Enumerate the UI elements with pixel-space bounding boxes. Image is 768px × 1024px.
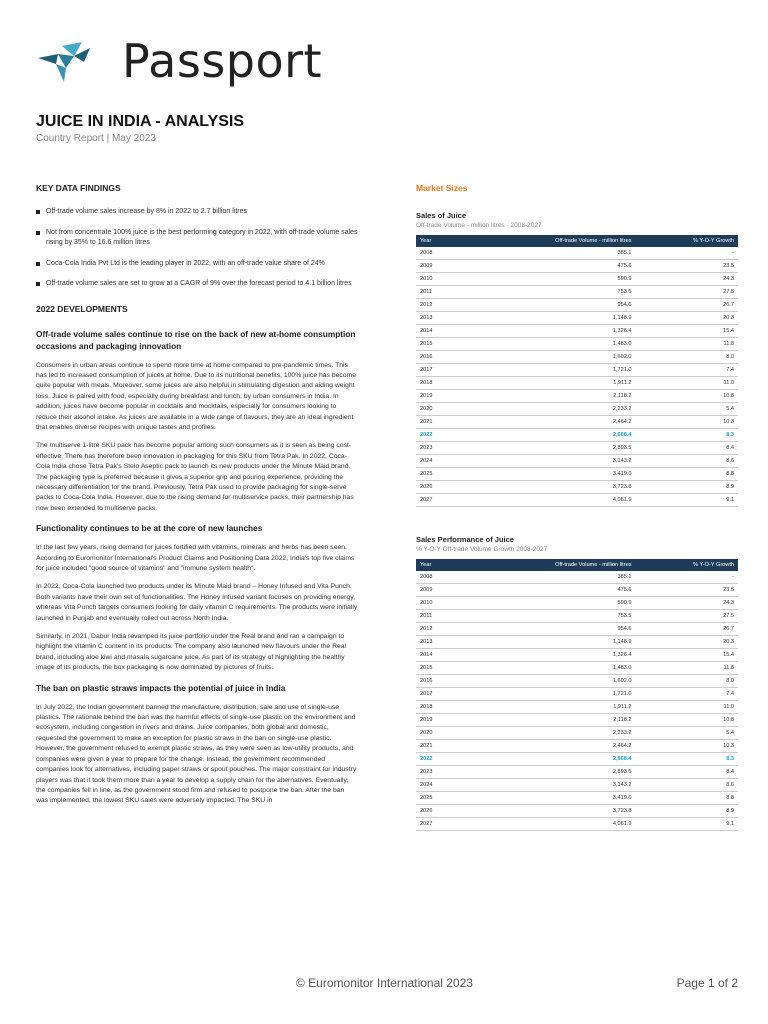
- key-findings-list: [36, 207, 358, 290]
- table-subtitle: % Y-O-Y Off-trade Volume Growth 2008-2027: [416, 546, 548, 553]
- table-cell: 24.3: [636, 597, 738, 610]
- table-row: [416, 429, 738, 442]
- table-cell: 2008: [416, 571, 459, 584]
- table-cell: 3,419.0: [459, 792, 636, 805]
- table-row: [416, 597, 738, 610]
- table-cell: 1,483.0: [459, 662, 636, 675]
- table-cell: 2013: [416, 636, 459, 649]
- table-cell: 1,911.2: [459, 701, 636, 714]
- table-row: [416, 675, 738, 688]
- table-cell: 2019: [416, 390, 459, 403]
- table-cell: 8.4: [636, 442, 738, 455]
- table-cell: 2,668.4: [459, 429, 636, 442]
- table-cell: 8.8: [636, 792, 738, 805]
- table-cell: 23.5: [636, 584, 738, 597]
- table-cell: 2020: [416, 727, 459, 740]
- table-row: [416, 805, 738, 818]
- table-row: [416, 299, 738, 312]
- table-row: [416, 818, 738, 831]
- table-row: [416, 779, 738, 792]
- table-row: [416, 442, 738, 455]
- table-cell: 27.5: [636, 286, 738, 299]
- table-cell: 15.4: [636, 325, 738, 338]
- table-cell: 2011: [416, 610, 459, 623]
- table-cell: 2017: [416, 364, 459, 377]
- logo-text: Passport: [122, 34, 323, 88]
- finding-bullet: Off-trade volume sales are set to grow at a CAGR of 9% over the forecast period to 4.1 billion litres: [36, 279, 358, 290]
- table-cell: 4,061.9: [459, 818, 636, 831]
- column-header: Year: [416, 559, 459, 571]
- table-cell: 3,723.8: [459, 481, 636, 494]
- table-cell: 1,483.0: [459, 338, 636, 351]
- table-cell: 2021: [416, 740, 459, 753]
- table-cell: 2008: [416, 247, 459, 260]
- table-cell: 1,148.9: [459, 312, 636, 325]
- table-cell: 2024: [416, 455, 459, 468]
- table-cell: 590.9: [459, 597, 636, 610]
- market-sizes-heading: Market Sizes: [416, 183, 468, 193]
- sales-of-juice-table: [416, 235, 738, 507]
- table-cell: 2026: [416, 805, 459, 818]
- table-cell: 10.3: [636, 740, 738, 753]
- sales-performance-table: [416, 559, 738, 831]
- table-cell: 26.7: [636, 299, 738, 312]
- table-cell: 8.3: [636, 753, 738, 766]
- table-cell: 2009: [416, 584, 459, 597]
- table-cell: 590.9: [459, 273, 636, 286]
- table-cell: 1,911.2: [459, 377, 636, 390]
- table-cell: 2025: [416, 468, 459, 481]
- table-cell: 1,326.4: [459, 649, 636, 662]
- table-cell: 5.4: [636, 403, 738, 416]
- table-row: [416, 727, 738, 740]
- table-cell: 2018: [416, 701, 459, 714]
- column-header: Year: [416, 235, 459, 247]
- table-cell: 2021: [416, 416, 459, 429]
- table-cell: 2013: [416, 312, 459, 325]
- table-cell: -: [636, 247, 738, 260]
- table-cell: 2010: [416, 273, 459, 286]
- table-row: [416, 377, 738, 390]
- table-row: [416, 325, 738, 338]
- table-cell: 2026: [416, 481, 459, 494]
- table-cell: 11.8: [636, 662, 738, 675]
- table-cell: 2027: [416, 494, 459, 507]
- table-row: [416, 714, 738, 727]
- key-findings-heading: KEY DATA FINDINGS: [36, 183, 121, 193]
- table-cell: 475.6: [459, 260, 636, 273]
- table-row: [416, 338, 738, 351]
- table-cell: 1,148.9: [459, 636, 636, 649]
- passport-logo: [34, 34, 323, 92]
- table-cell: 7.4: [636, 364, 738, 377]
- table-row: [416, 571, 738, 584]
- table-cell: 10.8: [636, 714, 738, 727]
- table-cell: 2015: [416, 338, 459, 351]
- table-cell: 2011: [416, 286, 459, 299]
- table-cell: 2018: [416, 377, 459, 390]
- table-row: [416, 351, 738, 364]
- table-row: [416, 701, 738, 714]
- developments-heading: 2022 DEVELOPMENTS: [36, 303, 128, 314]
- column-header: Off-trade Volume - million litres: [459, 235, 636, 247]
- table-cell: 11.0: [636, 701, 738, 714]
- passport-logo-icon: [34, 42, 112, 82]
- table-cell: 9.1: [636, 494, 738, 507]
- table-cell: 3,419.0: [459, 468, 636, 481]
- table-row: [416, 610, 738, 623]
- table-row: [416, 623, 738, 636]
- table-cell: 2012: [416, 623, 459, 636]
- table-cell: 2023: [416, 442, 459, 455]
- table-cell: 1,602.0: [459, 675, 636, 688]
- footer-page-number: Page 1 of 2: [676, 976, 738, 990]
- table-cell: 26.7: [636, 623, 738, 636]
- table-cell: 2,893.5: [459, 766, 636, 779]
- table-cell: 8.0: [636, 351, 738, 364]
- table-cell: 3,143.2: [459, 779, 636, 792]
- table-cell: 2,118.2: [459, 714, 636, 727]
- paragraph: Similarly, in 2021, Dabur India revamped its juice portfolio under the Real brand and ran a campaign to highlight the vitamin C content in its products. The company also launched new flavours under the Real brand, including aloe kiwi and masala sugarcane juice. As part of its strategy of highlighting the healthy image of its products, the box packaging is now dominated by pictures of fruits.: [36, 633, 347, 672]
- table-cell: 753.5: [459, 610, 636, 623]
- table-row: [416, 468, 738, 481]
- table-cell: 2,893.5: [459, 442, 636, 455]
- table-cell: 1,721.0: [459, 688, 636, 701]
- table-cell: 2017: [416, 688, 459, 701]
- table-cell: 2009: [416, 260, 459, 273]
- page-title: JUICE IN INDIA - ANALYSIS: [36, 113, 245, 130]
- table-cell: 475.6: [459, 584, 636, 597]
- table-row: [416, 494, 738, 507]
- table-cell: 2,464.2: [459, 740, 636, 753]
- table-row: [416, 662, 738, 675]
- column-header: % Y-O-Y Growth: [636, 235, 738, 247]
- paragraph: In 2022, Coca-Cola launched two products under its Minute Maid brand – Honey Infused and Vita Punch. Both variants have their own set of functionalities. The Honey Infused variant focuses on providing energy, whereas Vita Punch targets consumers looking for daily vitamin C requirements. The products were initially launched in Punjab and eventually rolled out across North India.: [36, 583, 358, 622]
- table-row: [416, 312, 738, 325]
- table-cell: 2027: [416, 818, 459, 831]
- table-cell: 3,723.8: [459, 805, 636, 818]
- table-cell: 2016: [416, 351, 459, 364]
- left-column: [36, 183, 358, 815]
- table-cell: 2023: [416, 766, 459, 779]
- table-cell: 954.6: [459, 623, 636, 636]
- table-cell: 15.4: [636, 649, 738, 662]
- finding-bullet: Coca-Cola India Pvt Ltd is the leading player in 2022, with an off-trade value share of 24%: [36, 259, 358, 270]
- table-cell: 1,326.4: [459, 325, 636, 338]
- table-cell: 2015: [416, 662, 459, 675]
- table-cell: 5.4: [636, 727, 738, 740]
- table-cell: 2014: [416, 649, 459, 662]
- table-row: [416, 688, 738, 701]
- table-title: Sales of Juice: [416, 211, 467, 220]
- table-cell: 2022: [416, 429, 459, 442]
- table-cell: 4,061.9: [459, 494, 636, 507]
- table-row: [416, 481, 738, 494]
- section-title: The ban on plastic straws impacts the potential of juice in India: [36, 682, 286, 693]
- table-cell: 2020: [416, 403, 459, 416]
- table-cell: 24.3: [636, 273, 738, 286]
- table-cell: 20.3: [636, 312, 738, 325]
- table-cell: 8.9: [636, 481, 738, 494]
- table-cell: 23.5: [636, 260, 738, 273]
- table-row: [416, 766, 738, 779]
- table-cell: 2014: [416, 325, 459, 338]
- table-cell: 2024: [416, 779, 459, 792]
- column-header: Off-trade Volume - million litres: [459, 559, 636, 571]
- footer-copyright: © Euromonitor International 2023: [296, 976, 473, 990]
- table-row: [416, 247, 738, 260]
- table-title: Sales Performance of Juice: [416, 535, 514, 544]
- table-row: [416, 286, 738, 299]
- right-column: [416, 183, 738, 831]
- table-cell: 1,602.0: [459, 351, 636, 364]
- table-row: [416, 753, 738, 766]
- table-cell: 11.8: [636, 338, 738, 351]
- table-cell: 8.6: [636, 779, 738, 792]
- table-row: [416, 455, 738, 468]
- table-cell: 20.3: [636, 636, 738, 649]
- table-subtitle: Off-trade Volume - million litres - 2008-2027: [416, 222, 542, 229]
- table-cell: 385.1: [459, 247, 636, 260]
- table-cell: 27.5: [636, 610, 738, 623]
- table-cell: 10.8: [636, 390, 738, 403]
- paragraph: In the last few years, rising demand for juices fortified with vitamins, minerals and herbs has been seen. According to Euromonitor International's Product Claims and Positioning Data 2022, India's top five claims for juice included "good source of vitamins" and "immune system health".: [36, 544, 355, 572]
- table-cell: -: [636, 571, 738, 584]
- paragraph: Consumers in urban areas continue to spend more time at home compared to pre-pandemic times. This has led to increased consumption of juices at home. Due to its nutritional benefits, 100% juice has become quite popular with meals. Moreover, some juices are also helpful in stimulating digestion and aiding weight loss. Juice is paired with food, especially during breakfast and lunch, by urban consumers in India. In addition, juices have become popular in cocktails and mocktails, especially for consumers looking to reduce their alcohol intake. As juices are available in a wide range of flavours, they are an ideal ingredient that enables diverse recipes with unique tastes and profiles.: [36, 361, 357, 431]
- table-cell: 8.6: [636, 455, 738, 468]
- table-cell: 8.4: [636, 766, 738, 779]
- table-cell: 9.1: [636, 818, 738, 831]
- section-title: Functionality continues to be at the core of new launches: [36, 523, 263, 534]
- table-cell: 8.9: [636, 805, 738, 818]
- table-cell: 2025: [416, 792, 459, 805]
- table-row: [416, 260, 738, 273]
- table-cell: 2,233.2: [459, 727, 636, 740]
- table-row: [416, 416, 738, 429]
- table-cell: 11.0: [636, 377, 738, 390]
- table-cell: 385.1: [459, 571, 636, 584]
- table-cell: 2,668.4: [459, 753, 636, 766]
- table-row: [416, 584, 738, 597]
- table-row: [416, 364, 738, 377]
- paragraph: In July 2022, the Indian government banned the manufacture, distribution, sale and use of single-use plastics. The rationale behind the ban was the harmful effects of single-use plastic on the environment and ecosystem, including congestion in rivers and drains. Juice companies, both global and domestic, requested the government to make an exception for plastic straws in the ban on single-use plastic. However, the government refused to exempt plastic straws, as they were seen as low-utility products, and companies were given a year to prepare for the change. Instead, the government recommended companies look for alternatives, including paper straws or spout pouches. The major constraint for industry players was that it took them more than a year to develop a supply chain for the alternatives. Eventually, the companies fell in line, as the government stood firm and refused to postpone the ban. After the ban was implemented, the lowest SKU sales were adversely impacted. The SKU in: [36, 703, 357, 805]
- table-cell: 10.3: [636, 416, 738, 429]
- table-cell: 8.3: [636, 429, 738, 442]
- table-row: [416, 273, 738, 286]
- page-subtitle: Country Report | May 2023: [36, 133, 156, 144]
- table-cell: 2016: [416, 675, 459, 688]
- paragraph: The multiserve 1-litre SKU pack has become popular among such consumers as it is seen as being cost-effective. There has therefore been innovation in packaging for this SKU from Tetra Pak. In 2022, Coca-Cola India chose Tetra Pak's Stelo Aseptic pack to launch its new products under the Minute Maid brand. The packaging type is preferred because it gives a superior grip and pouring experience, providing the necessary differentiation for the brand. Previously, Tetra Pak used to provide packaging for single-serve packs to Coca-Cola India. However, due to the rising demand for multiservice packs, their partnership has now been extended to multiserve packs.: [36, 442, 354, 512]
- table-cell: 2022: [416, 753, 459, 766]
- table-row: [416, 792, 738, 805]
- table-row: [416, 390, 738, 403]
- table-cell: 7.4: [636, 688, 738, 701]
- finding-bullet: Not from concentrate 100% juice is the best performing category in 2022, with off-trade volume sales rising by 35% to 16.6 million litres: [36, 228, 358, 249]
- table-cell: 2,233.2: [459, 403, 636, 416]
- table-row: [416, 636, 738, 649]
- section-title: Off-trade volume sales continue to rise on the back of new at-home consumption occasions and packaging innovation: [36, 328, 356, 351]
- table-cell: 2012: [416, 299, 459, 312]
- table-cell: 8.0: [636, 675, 738, 688]
- table-cell: 954.6: [459, 299, 636, 312]
- table-row: [416, 740, 738, 753]
- column-header: % Y-O-Y Growth: [636, 559, 738, 571]
- table-cell: 2,464.2: [459, 416, 636, 429]
- table-cell: 8.8: [636, 468, 738, 481]
- table-cell: 2010: [416, 597, 459, 610]
- table-cell: 3,143.2: [459, 455, 636, 468]
- table-cell: 2019: [416, 714, 459, 727]
- table-cell: 1,721.0: [459, 364, 636, 377]
- finding-bullet: Off-trade volume sales increase by 8% in 2022 to 2.7 billion litres: [36, 207, 358, 218]
- table-row: [416, 403, 738, 416]
- table-cell: 2,118.2: [459, 390, 636, 403]
- table-row: [416, 649, 738, 662]
- table-cell: 753.5: [459, 286, 636, 299]
